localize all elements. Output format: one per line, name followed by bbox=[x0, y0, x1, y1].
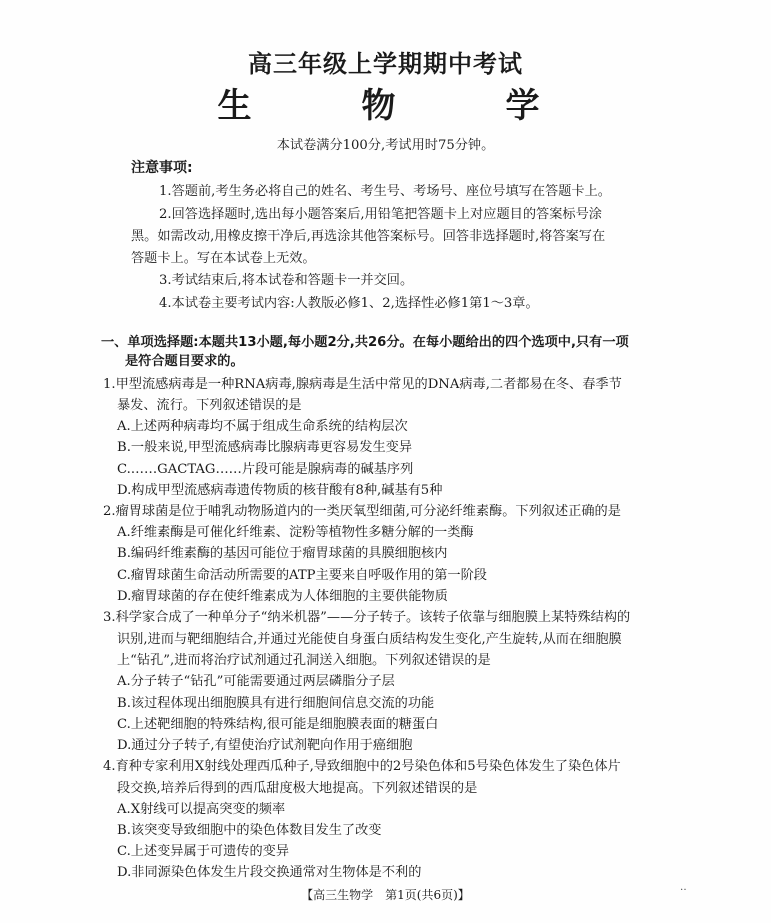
option-b: B.一般来说,甲型流感病毒比腺病毒更容易发生变异 bbox=[117, 440, 413, 455]
corner-mark: ‥ bbox=[680, 882, 687, 893]
option-b: B.该突变导致细胞中的染色体数目发生了改变 bbox=[117, 823, 382, 838]
question-stem: 3.科学家合成了一种单分子“纳米机器”——分子转子。该转子依靠与细胞膜上某特殊结构的 bbox=[103, 610, 631, 625]
question-stem: 上“钻孔”,进而将治疗试剂通过孔洞送入细胞。下列叙述错误的是 bbox=[117, 653, 491, 668]
question-stem: 段交换,培养后得到的西瓜甜度极大地提高。下列叙述错误的是 bbox=[117, 781, 478, 796]
option-c: C.上述变异属于可遗传的变异 bbox=[117, 844, 290, 859]
notice-line: 3.考试结束后,将本试卷和答题卡一并交回。 bbox=[159, 273, 414, 288]
question-stem: 暴发、流行。下列叙述错误的是 bbox=[117, 398, 302, 413]
notice-line: 2.回答选择题时,选出每小题答案后,用铅笔把答题卡上对应题目的答案标号涂 bbox=[159, 207, 602, 222]
option-d: D.构成甲型流感病毒遗传物质的核苷酸有8种,碱基有5种 bbox=[117, 483, 443, 498]
notice-line: 黑。如需改动,用橡皮擦干净后,再选涂其他答案标号。回答非选择题时,将答案写在 bbox=[131, 229, 606, 244]
option-a: A.上述两种病毒均不属于组成生命系统的结构层次 bbox=[117, 419, 408, 434]
subject-title: 生 物 学 bbox=[217, 86, 578, 126]
section-heading: 是符合题目要求的。 bbox=[125, 354, 244, 369]
question-stem: 2.瘤胃球菌是位于哺乳动物肠道内的一类厌氧型细菌,可分泌纤维素酶。下列叙述正确的是 bbox=[103, 504, 621, 519]
option-c: C.上述靶细胞的特殊结构,很可能是细胞膜表面的糖蛋白 bbox=[117, 717, 439, 732]
option-d: D.瘤胃球菌的存在使纤维素成为人体细胞的主要供能物质 bbox=[117, 589, 448, 604]
option-a: A.纤维素酶是可催化纤维素、淀粉等植物性多糖分解的一类酶 bbox=[117, 525, 474, 540]
option-a: A.分子转子“钻孔”可能需要通过两层磷脂分子层 bbox=[117, 674, 395, 689]
exam-title: 高三年级上学期期中考试 bbox=[248, 50, 523, 78]
option-c: C.瘤胃球菌生命活动所需要的ATP主要来自呼吸作用的第一阶段 bbox=[117, 568, 487, 583]
notice-line: 答题卡上。写在本试卷上无效。 bbox=[131, 251, 316, 266]
option-d: D.非同源染色体发生片段交换通常对生物体是不利的 bbox=[117, 865, 422, 880]
score-time-info: 本试卷满分100分,考试用时75分钟。 bbox=[276, 138, 495, 153]
question-stem: 4.育种专家利用X射线处理西瓜种子,导致细胞中的2号染色体和5号染色体发生了染色体片 bbox=[103, 759, 621, 774]
question-stem: 识别,进而与靶细胞结合,并通过光能使自身蛋白质结构发生变化,产生旋转,从而在细胞膜 bbox=[117, 632, 622, 647]
option-a: A.X射线可以提高突变的频率 bbox=[117, 802, 286, 817]
option-c: C.……GACTAG……片段可能是腺病毒的碱基序列 bbox=[117, 462, 414, 477]
question-stem: 1.甲型流感病毒是一种RNA病毒,腺病毒是生活中常见的DNA病毒,二者都易在冬、春季节 bbox=[103, 377, 622, 392]
option-b: B.编码纤维素酶的基因可能位于瘤胃球菌的具膜细胞核内 bbox=[117, 546, 448, 561]
notice-heading: 注意事项: bbox=[131, 160, 193, 176]
notice-line: 1.答题前,考生务必将自己的姓名、考生号、考场号、座位号填写在答题卡上。 bbox=[159, 184, 611, 199]
option-b: B.该过程体现出细胞膜具有进行细胞间信息交流的功能 bbox=[117, 696, 435, 711]
option-d: D.通过分子转子,有望使治疗试剂靶向作用于癌细胞 bbox=[117, 738, 413, 753]
page-footer: 【高三生物学 第1页(共6页)】 bbox=[301, 888, 470, 902]
section-heading: 一、单项选择题:本题共13小题,每小题2分,共26分。在每小题给出的四个选项中,只有一项 bbox=[101, 335, 629, 350]
notice-line: 4.本试卷主要考试内容:人教版必修1、2,选择性必修1第1～3章。 bbox=[159, 296, 539, 311]
